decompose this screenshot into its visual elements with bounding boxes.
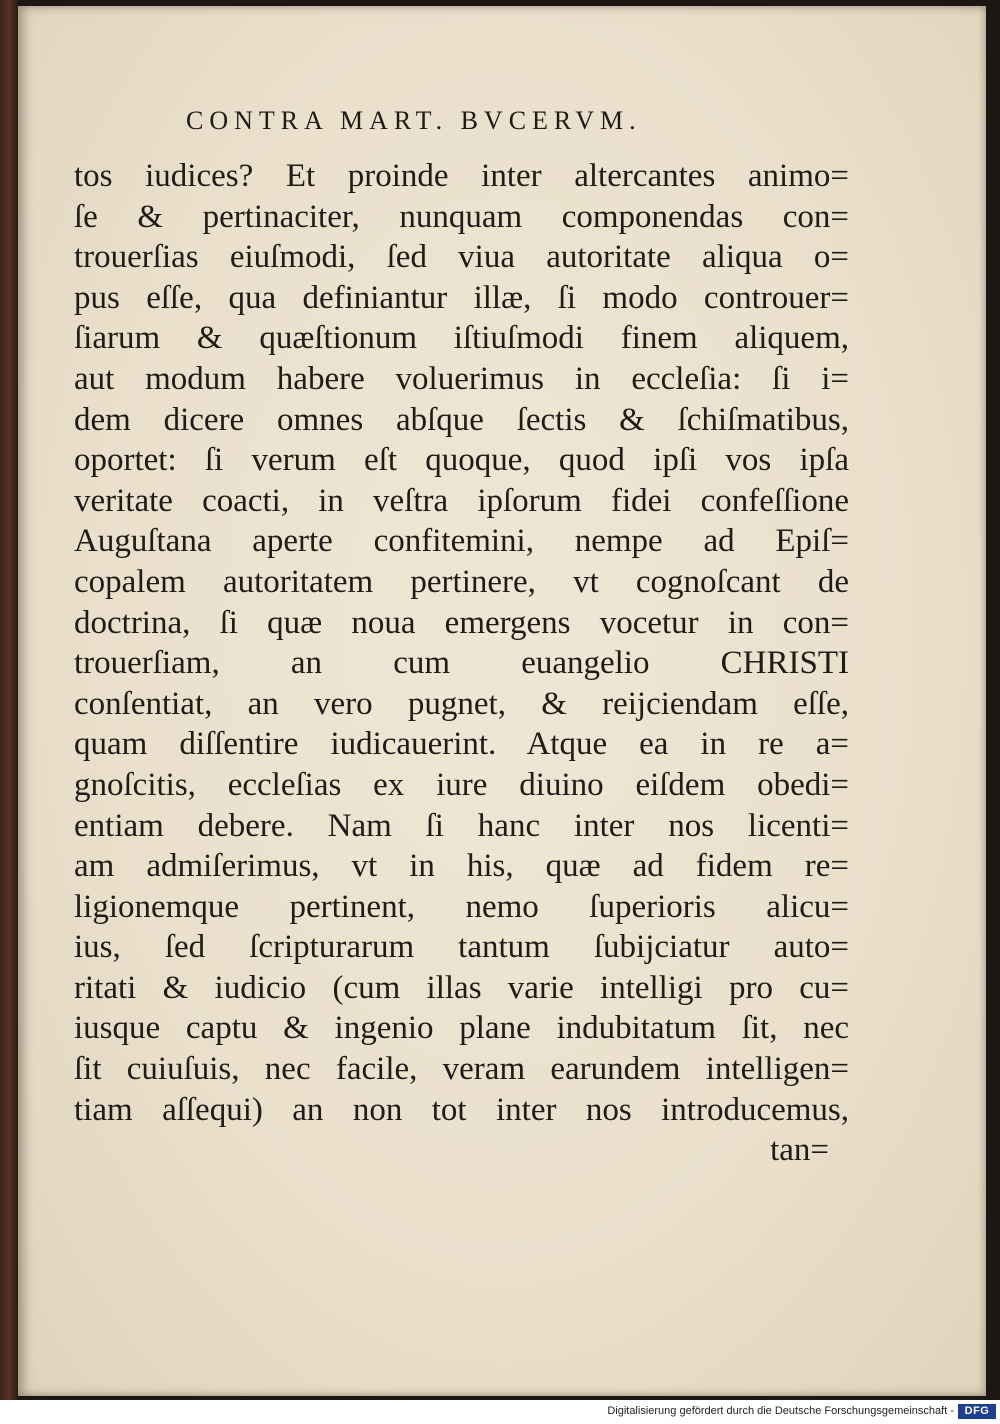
text-line: tos iudices? Et proinde inter altercantes animo= (74, 158, 849, 194)
text-line: doctrina, ſi quæ noua emergens vocetur in con= (74, 604, 849, 641)
text-line: ſe & pertinaciter, nunquam componendas con= (74, 198, 849, 235)
text-line: trouerſiam, an cum euangelio CHRISTI (74, 645, 849, 682)
text-line: pus eſſe, qua definiantur illæ, ſi modo controuer= (74, 279, 849, 316)
text-line: iusque captu & ingenio plane indubitatum ſit, nec (74, 1010, 849, 1047)
text-line: conſentiat, an vero pugnet, & reijciendam eſſe, (74, 685, 849, 722)
text-line: tiam aſſequi) an non tot inter nos introducemus, (74, 1091, 849, 1128)
catchword: tan= (770, 1132, 829, 1169)
digitization-credit: Digitalisierung gefördert durch die Deutsche Forschungsgemeinschaft - (607, 1405, 954, 1417)
text-line: trouerſias eiuſmodi, ſed viua autoritate aliqua o= (74, 239, 849, 276)
text-line: dem dicere omnes abſque ſectis & ſchiſmatibus, (74, 401, 849, 438)
text-line: Auguſtana aperte confitemini, nempe ad Epiſ= (74, 523, 849, 560)
text-line: ligionemque pertinent, nemo ſuperioris alicu= (74, 888, 849, 925)
text-line: entiam debere. Nam ſi hanc inter nos licenti= (74, 807, 849, 844)
text-line: gnoſcitis, eccleſias ex iure diuino eiſdem obedi= (74, 766, 849, 803)
book-page (18, 6, 986, 1396)
text-line: ritati & iudicio (cum illas varie intelligi pro cu= (74, 969, 849, 1006)
text-line: ſiarum & quæſtionum iſtiuſmodi finem aliquem, (74, 320, 849, 357)
text-line: ius, ſed ſcripturarum tantum ſubijciatur auto= (74, 929, 849, 966)
text-line: aut modum habere voluerimus in eccleſia: ſi i= (74, 360, 849, 397)
text-line: copalem autoritatem pertinere, vt cognoſcant de (74, 563, 849, 600)
text-line: ſit cuiuſuis, nec facile, veram earundem intelligen= (74, 1051, 849, 1088)
text-block (74, 156, 849, 1171)
running-head: CONTRA MART. BVCERVM. (186, 106, 642, 135)
dfg-logo-icon: DFG (958, 1404, 996, 1419)
binding-edge (0, 0, 18, 1400)
text-line: veritate coacti, in veſtra ipſorum fidei confeſſione (74, 482, 849, 519)
text-line: oportet: ſi verum eſt quoque, quod ipſi vos ipſa (74, 442, 849, 479)
text-line: quam diſſentire iudicauerint. Atque ea in re a= (74, 726, 849, 763)
text-line: am admiſerimus, vt in his, quæ ad fidem re= (74, 848, 849, 885)
